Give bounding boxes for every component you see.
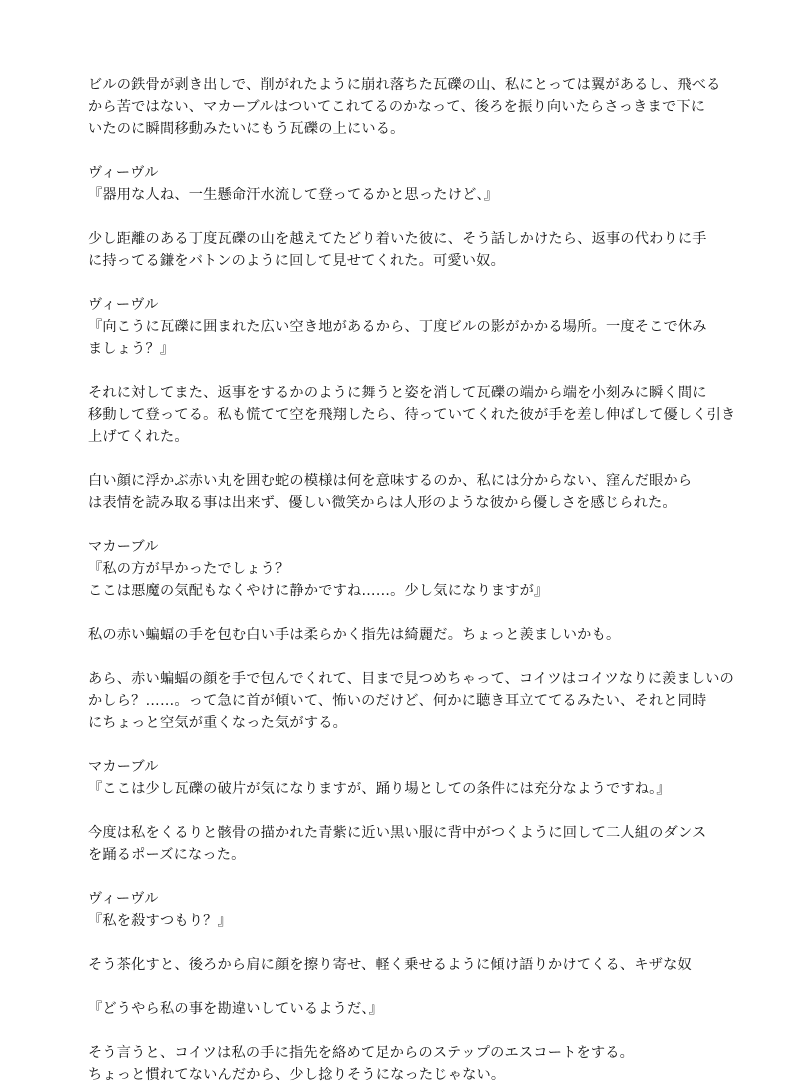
paragraph: [88, 954, 728, 976]
dialogue-line: ここは悪魔の気配もなくやけに静かですね……。少し気になりますが』: [88, 583, 549, 599]
text-line: ビルの鉄骨が剥き出しで、削がれたように崩れ落ちた瓦礫の山、私にとっては翼があるし、飛べる: [88, 77, 721, 93]
paragraph: [88, 822, 728, 866]
text-line: そう言うと、コイツは私の手に指先を絡めて足からのステップのエスコートをする。: [88, 1045, 635, 1061]
paragraph: [88, 624, 728, 646]
text-line: を踊るポーズになった。: [88, 847, 246, 863]
paragraph-gap: [88, 602, 728, 624]
text-line: それに対してまた、返事をするかのように舞うと姿を消して瓦礫の端から端を小刻みに瞬く間に: [88, 385, 707, 401]
paragraph: [88, 228, 728, 272]
dialogue-line: 『向こうに瓦礫に囲まれた広い空き地があるから、丁度ビルの影がかかる場所。一度そこで休み: [88, 319, 707, 335]
paragraph-gap: [88, 866, 728, 888]
speaker-name: ヴィーヴル: [88, 891, 159, 907]
paragraph-gap: [88, 1020, 728, 1042]
dialogue-line: ましょう？』: [88, 341, 175, 357]
paragraph-gap: [88, 448, 728, 470]
dialogue-block: [88, 294, 728, 360]
text-line: から苦ではない、マカーブルはついてこれてるのかなって、後ろを振り向いたらさっきまで下に: [88, 99, 706, 115]
paragraph-gap: [88, 800, 728, 822]
paragraph: [88, 74, 728, 140]
text-line: 今度は私をくるりと骸骨の描かれた青紫に近い黒い服に背中がつくように回して二人組のダンス: [88, 825, 707, 841]
paragraph: [88, 668, 735, 734]
dialogue-line: 『私を殺すつもり？』: [88, 913, 232, 929]
text-line: あら、赤い蝙蝠の顔を手で包んでくれて、目まで見つめちゃって、コイツはコイツなりに羨ましいの: [88, 671, 735, 687]
paragraph-gap: [88, 140, 728, 162]
paragraph-gap: [88, 514, 728, 536]
paragraph-gap: [88, 272, 728, 294]
dialogue-block: [88, 888, 728, 932]
text-line: 私の赤い蝙蝠の手を包む白い手は柔らかく指先は綺麗だ。ちょっと羨ましいかも。: [88, 627, 621, 643]
dialogue-block: [88, 536, 728, 602]
paragraph-gap: [88, 206, 728, 228]
text-line: かしら？……。って急に首が傾いて、怖いのだけど、何かに聴き耳立ててるみたい、それと同時: [88, 693, 707, 709]
text-line: いたのに瞬間移動みたいにもう瓦礫の上にいる。: [88, 121, 405, 137]
paragraph: [88, 1042, 728, 1086]
speaker-name: マカーブル: [88, 759, 159, 775]
paragraph-gap: [88, 734, 728, 756]
text-line: そう茶化すと、後ろから肩に顔を擦り寄せ、軽く乗せるように傾け語りかけてくる、キザな奴: [88, 957, 692, 973]
speaker-name: マカーブル: [88, 539, 159, 555]
speaker-name: ヴィーヴル: [88, 297, 159, 313]
dialogue-block: [88, 756, 728, 800]
text-line: 白い顔に浮かぶ赤い丸を囲む蛇の模様は何を意味するのか、私には分からない、窪んだ眼から: [88, 473, 693, 489]
dialogue-line: 『私の方が早かったでしょう？: [88, 561, 290, 577]
paragraph: [88, 470, 728, 514]
paragraph-gap: [88, 360, 728, 382]
document-body: [88, 74, 736, 1086]
text-line: 移動して登ってる。私も慌てて空を飛翔したら、待っていてくれた彼が手を差し伸ばして優しく引き: [88, 407, 736, 423]
text-line: 少し距離のある丁度瓦礫の山を越えてたどり着いた彼に、そう話しかけたら、返事の代わりに手: [88, 231, 707, 247]
dialogue-line: 『器用な人ね、一生懸命汗水流して登ってるかと思ったけど、』: [88, 187, 499, 203]
paragraph-gap: [88, 976, 728, 998]
dialogue-block: [88, 998, 728, 1020]
text-line: にちょっと空気が重くなった気がする。: [88, 715, 347, 731]
speaker-name: ヴィーヴル: [88, 165, 159, 181]
dialogue-line: 『ここは少し瓦礫の破片が気になりますが、踊り場としての条件には充分なようですね。』: [88, 781, 671, 797]
dialogue-line: 『どうやら私の事を勘違いしているようだ、』: [88, 1001, 384, 1017]
paragraph: [88, 382, 736, 448]
paragraph-gap: [88, 932, 728, 954]
dialogue-block: [88, 162, 728, 206]
text-line: は表情を読み取る事は出来ず、優しい微笑からは人形のような彼から優しさを感じられた。: [88, 495, 677, 511]
text-line: に持ってる鎌をバトンのように回して見せてくれた。可愛い奴。: [88, 253, 505, 269]
text-line: ちょっと慣れてないんだから、少し捻りそうになったじゃない。: [88, 1067, 506, 1083]
text-line: 上げてくれた。: [88, 429, 189, 445]
paragraph-gap: [88, 646, 728, 668]
